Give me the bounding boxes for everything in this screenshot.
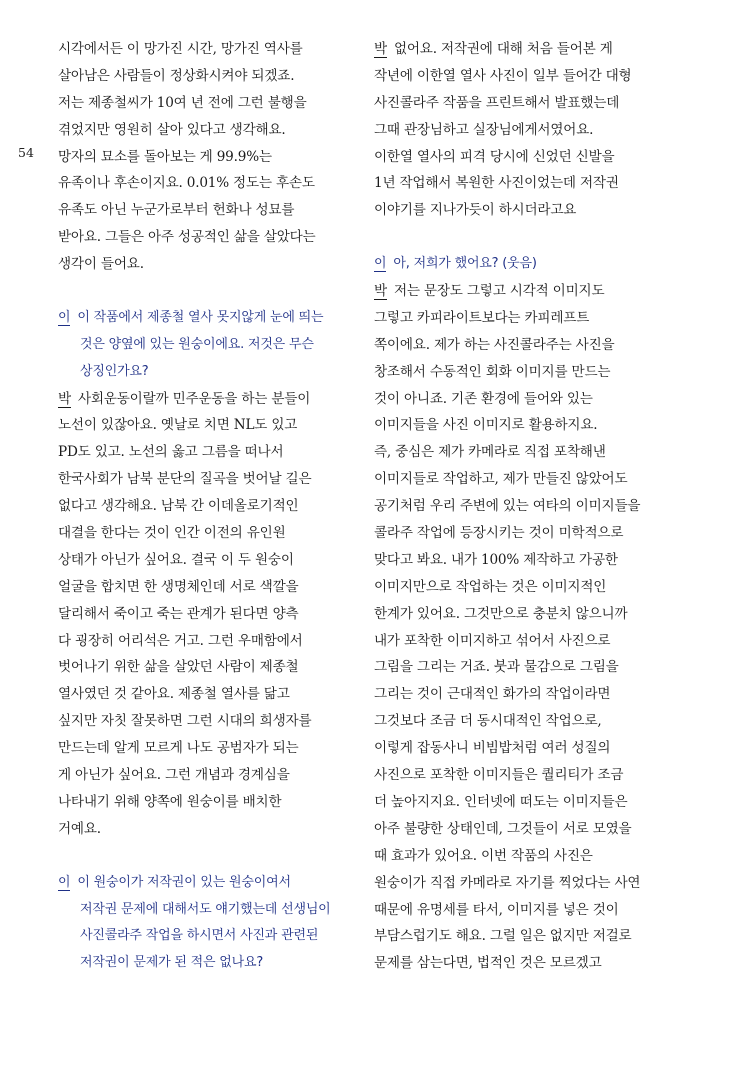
line-text: 받아요. 그들은 아주 성공적인 삶을 살았다는 [58, 229, 316, 246]
text-line [374, 466, 684, 493]
text-line [374, 950, 684, 977]
line-text: 만드는데 알게 모르게 나도 공범자가 되는 [58, 740, 299, 757]
text-line [374, 305, 684, 332]
page-number: 54 [18, 145, 34, 160]
text-line [58, 197, 350, 224]
line-text: 게 아닌가 싶어요. 그런 개념과 경계심을 [58, 767, 290, 784]
text-line [374, 359, 684, 386]
line-text: PD도 있고. 노선의 옳고 그름을 떠나서 [58, 444, 284, 461]
line-text: 사진으로 포착한 이미지들은 퀄리티가 조금 [374, 767, 624, 784]
text-line [374, 63, 684, 90]
text-line [58, 170, 350, 197]
paragraph-gap [374, 224, 684, 251]
line-text: 아주 불량한 상태인데, 그것들이 서로 모였을 [374, 820, 632, 837]
line-text: 저작권이 문제가 된 적은 없나요? [80, 955, 264, 971]
line-text: 시각에서든 이 망가진 시간, 망가진 역사를 [58, 41, 303, 57]
text-line [58, 762, 350, 789]
text-line [58, 493, 350, 520]
text-line [58, 224, 350, 251]
text-line [58, 36, 350, 63]
line-text: 문제를 삼는다면, 법적인 것은 모르겠고 [374, 955, 602, 972]
line-text: 쪽이에요. 제가 하는 사진콜라주는 사진을 [374, 336, 615, 353]
text-line [374, 144, 684, 171]
text-line [58, 466, 350, 493]
line-text: 없어요. 저작권에 대해 처음 들어본 게 [393, 41, 613, 57]
line-text: 부담스럽기도 해요. 그럴 일은 없지만 저걸로 [374, 928, 632, 945]
text-line [374, 197, 684, 224]
line-text: 그리는 것이 근대적인 화가의 작업이라면 [374, 686, 611, 703]
line-text: 사진콜라주 작품을 프린트해서 발표했는데 [374, 94, 620, 111]
text-line [374, 117, 684, 144]
text-line [58, 144, 350, 171]
line-text: 사회운동이랄까 민주운동을 하는 분들이 [77, 390, 311, 407]
text-line [58, 574, 350, 601]
line-text: 거예요. [58, 820, 101, 837]
text-line [58, 520, 350, 547]
line-text: 콜라주 작업에 등장시키는 것이 미학적으로 [374, 525, 624, 542]
line-text: 것은 양옆에 있는 원숭이에요. 저것은 무슨 [80, 336, 314, 352]
text-line [374, 278, 684, 305]
line-text: 겪었지만 영원히 살아 있다고 생각해요. [58, 121, 286, 138]
line-text: 없다고 생각해요. 남북 간 이데올로기적인 [58, 498, 299, 515]
line-text: 것이 아니죠. 기존 환경에 들어와 있는 [374, 390, 593, 407]
text-line [374, 412, 684, 439]
text-line [374, 870, 684, 897]
text-line [374, 439, 684, 466]
line-text: 맞다고 봐요. 내가 100% 제작하고 가공한 [374, 551, 618, 568]
text-line [58, 601, 350, 628]
text-line [374, 708, 684, 735]
text-line [58, 251, 350, 278]
text-line [58, 816, 350, 843]
text-line [374, 681, 684, 708]
line-text: 달리해서 죽이고 죽는 관계가 된다면 양측 [58, 605, 299, 622]
line-text: 한계가 있어요. 그것만으로 충분치 않으니까 [374, 605, 628, 622]
text-line [58, 708, 350, 735]
line-text: 더 높아지지요. 인터넷에 떠도는 이미지들은 [374, 793, 628, 810]
text-line [58, 628, 350, 655]
text-line [374, 762, 684, 789]
text-line [374, 601, 684, 628]
text-line [374, 90, 684, 117]
text-line [374, 520, 684, 547]
text-line [374, 628, 684, 655]
line-text: 이렇게 잡동사니 비빔밥처럼 여러 성질의 [374, 740, 611, 757]
text-line [374, 547, 684, 574]
line-text: 노선이 있잖아요. 옛날로 치면 NL도 있고 [58, 417, 298, 434]
line-text: 이미지들로 작업하고, 제가 만들진 않았어도 [374, 471, 628, 488]
speaker-label: 박 [374, 283, 387, 300]
text-line [374, 654, 684, 681]
left-column [58, 36, 350, 977]
speaker-label: 이 [58, 309, 71, 325]
line-text: 열사였던 것 같아요. 제종철 열사를 닮고 [58, 686, 290, 703]
question-line [58, 359, 350, 386]
speaker-label: 박 [58, 390, 71, 407]
text-line [58, 386, 350, 413]
line-text: 이 원숭이가 저작권이 있는 원숭이여서 [77, 874, 291, 890]
line-text: 이미지들을 사진 이미지로 활용하지요. [374, 417, 598, 434]
text-line [58, 63, 350, 90]
line-text: 나타내기 위해 양쪽에 원숭이를 배치한 [58, 793, 282, 810]
line-text: 살아남은 사람들이 정상화시켜야 되겠죠. [58, 67, 295, 84]
line-text: 이한열 열사의 피격 당시에 신었던 신발을 [374, 148, 615, 165]
text-line [374, 735, 684, 762]
speaker-label: 박 [374, 41, 387, 57]
line-text: 창조해서 수동적인 회화 이미지를 만드는 [374, 363, 611, 380]
question-line [58, 870, 350, 897]
line-text: 작년에 이한열 열사 사진이 일부 들어간 대형 [374, 67, 632, 84]
question-line [374, 251, 684, 278]
text-line [374, 493, 684, 520]
question-line [58, 950, 350, 977]
line-text: 즉, 중심은 제가 카메라로 직접 포착해낸 [374, 444, 606, 461]
line-text: 이미지만으로 작업하는 것은 이미지적인 [374, 578, 607, 595]
paragraph-gap [58, 278, 350, 305]
text-line [374, 897, 684, 924]
text-line [58, 117, 350, 144]
text-line [374, 843, 684, 870]
line-text: 다 굉장히 어리석은 거고. 그런 우매함에서 [58, 632, 303, 649]
line-text: 상징인가요? [80, 363, 149, 379]
text-line [374, 789, 684, 816]
text-line [58, 90, 350, 117]
line-text: 그것보다 조금 더 동시대적인 작업으로, [374, 713, 602, 730]
line-text: 벗어나기 위한 삶을 살았던 사람이 제종철 [58, 659, 299, 676]
line-text: 저는 문장도 그렇고 시각적 이미지도 [393, 283, 605, 300]
line-text: 때 효과가 있어요. 이번 작품의 사진은 [374, 847, 593, 864]
line-text: 생각이 들어요. [58, 256, 144, 273]
text-line [374, 574, 684, 601]
line-text: 저작권 문제에 대해서도 얘기했는데 선생님이 [80, 901, 331, 917]
line-text: 사진콜라주 작업을 하시면서 사진과 관련된 [80, 928, 319, 944]
line-text: 아, 저희가 했어요? (웃음) [393, 256, 537, 272]
line-text: 저는 제종철씨가 10여 년 전에 그런 불행을 [58, 94, 307, 111]
line-text: 그림을 그리는 거죠. 붓과 물감으로 그림을 [374, 659, 619, 676]
question-line [58, 897, 350, 924]
paragraph-gap [58, 843, 350, 870]
line-text: 내가 포착한 이미지하고 섞어서 사진으로 [374, 632, 611, 649]
line-text: 때문에 유명세를 타서, 이미지를 넣은 것이 [374, 901, 619, 918]
text-line [58, 735, 350, 762]
text-line [58, 439, 350, 466]
line-text: 대결을 한다는 것이 인간 이전의 유인원 [58, 525, 286, 542]
speaker-label: 이 [374, 256, 387, 272]
right-column [374, 36, 684, 977]
text-line [58, 681, 350, 708]
text-line [58, 654, 350, 681]
question-line [58, 923, 350, 950]
line-text: 그때 관장님하고 실장님에게서였어요. [374, 121, 594, 138]
line-text: 얼굴을 합치면 한 생명체인데 서로 색깔을 [58, 578, 299, 595]
line-text: 한국사회가 남북 분단의 질곡을 벗어날 길은 [58, 471, 312, 488]
line-text: 유족이나 후손이지요. 0.01% 정도는 후손도 [58, 175, 315, 192]
line-text: 그렇고 카피라이트보다는 카피레프트 [374, 309, 590, 326]
line-text: 원숭이가 직접 카메라로 자기를 찍었다는 사연 [374, 874, 641, 891]
question-line [58, 332, 350, 359]
text-line [374, 386, 684, 413]
text-line [374, 923, 684, 950]
text-line [58, 789, 350, 816]
line-text: 유족도 아닌 누군가로부터 헌화나 성묘를 [58, 202, 295, 219]
line-text: 공기처럼 우리 주변에 있는 여타의 이미지들을 [374, 498, 641, 515]
text-line [374, 170, 684, 197]
line-text: 망자의 묘소를 돌아보는 게 99.9%는 [58, 148, 272, 165]
text-line [374, 816, 684, 843]
question-line [58, 305, 350, 332]
line-text: 이 작품에서 제종철 열사 못지않게 눈에 띄는 [77, 309, 324, 325]
speaker-label: 이 [58, 874, 71, 890]
line-text: 이야기를 지나가듯이 하시더라고요 [374, 202, 577, 219]
line-text: 상태가 아닌가 싶어요. 결국 이 두 원숭이 [58, 551, 294, 568]
text-line [374, 332, 684, 359]
text-line [58, 547, 350, 574]
line-text: 1년 작업해서 복원한 사진이었는데 저작권 [374, 175, 619, 192]
text-line [374, 36, 684, 63]
text-line [58, 412, 350, 439]
line-text: 싶지만 자칫 잘못하면 그런 시대의 희생자를 [58, 713, 312, 730]
